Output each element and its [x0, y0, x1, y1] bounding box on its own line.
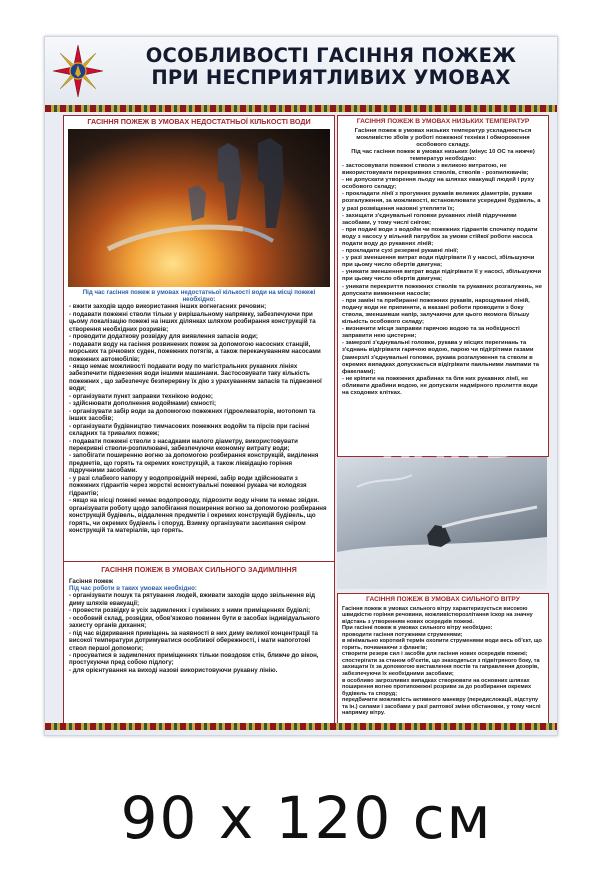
panel-insufficient-water-title: ГАСІННЯ ПОЖЕЖ В УМОВАХ НЕДОСТАТНЬОЇ КІЛЬКОСТІ ВОДИ [87, 117, 311, 126]
list-item: - подавати пожежні стволи з насадками малого діаметру, використовувати перекривні стволи-розпилювачі, забезпечуючи економну витрату води; [69, 437, 298, 453]
list-item: - для орієнтування на виході назові використовуючи рукавну лінію. [69, 666, 278, 674]
list-item: проводити гасіння потужними струменями; [342, 631, 463, 638]
panel-heavy-smoke-sub2: Під час роботи в таких умовах необхідно: [69, 584, 197, 592]
panel-strong-wind-intro: Гасіння пожеж в умовах сильного вітру характеризується високою швидкістю горіння речовини, можливістюрозлітання іскор на значну відстань з утворенням нових осередків пожежі. [342, 605, 533, 625]
list-item: - уникати перекриття пожежних стволів та рукавних розгалужень, не допускати вимкнення насосів; [342, 283, 542, 297]
list-item: - провести розвідку в усіх задимлених і суміжних з ними приміщеннях будівлі; [69, 607, 311, 615]
list-item: - при подачі води з водойм чи пожежних гідрантів спочатку подати воду з насосу у вільний патрубок за умови стійкої роботи насоса подати воду до рукавних ліній; [342, 226, 538, 247]
panel-heavy-smoke-body [64, 576, 334, 675]
firefighter-in-snow-icon [337, 457, 547, 589]
poster [44, 36, 558, 736]
list-item: - прокладати сухі резервні рукавні лінії; [342, 248, 459, 255]
list-item: - уникати зменшення витрат води підігрівати її у насосі, збільшуючи при цьому число обертів двигуна; [342, 269, 542, 283]
list-item: в мінімально короткий термін охопити струменями води весь об'єкт, що горить, почианаючи з флангів; [342, 638, 542, 651]
list-item: - подавати воду на гасіння розвинених пожеж за допомогою насосних станцій, морських та річкових суден, пожежних потягів, а також перекачуванням насосами пожежних автомобілів; [69, 340, 321, 363]
list-item: - у разі слабкого напору у водопровідній мережі, забір води здійснювати з пожежних гідрантів через жорсткі всмоктувальні пожежні рукава чи колодязя гідрантів; [69, 474, 307, 497]
poster-size-label: 90 х 120 см [120, 784, 493, 852]
list-item: - визначити місця заправки гарячою водою та за нобхідності заправити нею цистерни; [342, 326, 520, 340]
list-item: створити резерв сил і засобів для гасіння нових осередків пожежі; [342, 651, 528, 658]
list-item: спостерігати за станом об'єктів, що знаходяться з підвітряного боку, та захищати їх за допомогою виставлення постів та гаправлення дозорів, забезпечуючи їх необхідними засобами; [342, 657, 540, 677]
ornament-top [45, 105, 557, 112]
panel-low-temperature-title: ГАСІННЯ ПОЖЕЖ В УМОВАХ НИЗЬКИХ ТЕМПЕРАТУР [356, 118, 530, 125]
panel-insufficient-water [63, 115, 335, 595]
poster-title-line1: ОСОБЛИВОСТІ ГАСІННЯ ПОЖЕЖ [145, 44, 517, 67]
list-item: - організувати пошук та рятування людей, вживати заходів щодо звільнення від диму шляхів евакуації; [69, 592, 316, 607]
panel-insufficient-water-body [64, 289, 334, 535]
panel-strong-wind [337, 593, 549, 729]
panel-low-temperature-intro: Гасіння пожеж в умовах низьких температур ускладнюється можливістю збоїв у роботі пожежної техніки і обмороження особового складу. [354, 127, 532, 148]
poster-title [109, 45, 553, 89]
list-item: - застосовувати пожежні стволи з великою витратою, не використовувати перекривних стволів, стволів - розпилювачів; [342, 162, 529, 177]
panel-heavy-smoke-title: ГАСІННЯ ПОЖЕЖ В УМОВАХ СИЛЬНОГО ЗАДИМЛІННЯ [101, 565, 297, 574]
panel-strong-wind-intro2: При гасінні пожеж в умовах сильного вітру необхідно: [342, 625, 493, 632]
list-item: - не кріпити на пожежних драбинах та бля них рукавних лінії, не обливати драбини водою, не допускати надмірного пролиття води на сходових клітках. [342, 375, 538, 396]
list-item: передбачити можливість активного маневру (передислокації, відступу та ін.) силами і засобами у разі раптової зміни обстановки, у тому числі напрямку вітру. [342, 697, 541, 717]
poster-header [45, 37, 557, 105]
list-item: - прокладати лінії з прогумних рукавів великих діаметрів, рукави розгалуження, за можливості, встановлювати усередині будівель, а у разі розміщення назовні утепляти їх; [342, 191, 541, 212]
panel-strong-wind-title: ГАСІННЯ ПОЖЕЖ В УМОВАХ СИЛЬНОГО ВІТРУ [366, 596, 520, 603]
list-item: - під час відкривання приміщень за наявності в них диму великої концентрації та високої температури дотримуватися особливої обережності, і мати напоготові ствол першої допомоги; [69, 629, 318, 652]
firefighters-fire-photo [68, 129, 330, 287]
list-item: - особовий склад, розвідки, обов'язково повинен бути в засобах індивідуального захисту органів дихання; [69, 614, 320, 630]
list-item: - захищати з'єднувальні головки рукавних ліній підручними засобами, у тому числі снігом; [342, 212, 517, 226]
panel-heavy-smoke-sub1: Гасіння пожеж [69, 577, 113, 585]
list-item: - запобігати поширенню вогню за допомогою розбирання конструкцій, виділення предметів, що горять та окремих конструкцій, а також ліквідацію горіння підручними засобами. [69, 452, 319, 475]
list-item: - у разі зменшення витрат води підігрівати її у насосі, збільшуючи при цьому число обертів двигуна; [342, 255, 535, 269]
panel-low-temperature-body [338, 128, 548, 398]
list-item: - здійснювати дополнення водоймами) ємності; [69, 400, 217, 408]
panel-insufficient-water-intro: Під час гасіння пожеж в умовах недостатньої кількості води на місці пожежі необхідно: [82, 288, 316, 303]
panel-low-temperature-intro2: Під час гасіння пожеж в умовах низьких (мінус 10 ОС та нижче) температур необхідно: [351, 148, 535, 162]
list-item: - проводити додаткову розвідку для виявлення запасів води; [69, 333, 258, 341]
winter-firefighting-photo [337, 457, 547, 589]
poster-title-line2: ПРИ НЕСПРИЯТЛИВИХ УМОВАХ [151, 66, 511, 89]
list-item: - вжити заходів щодо використання інших вогнегасних речовин; [69, 303, 267, 311]
panel-heavy-smoke [63, 561, 335, 729]
watermark: RAND [380, 422, 521, 468]
list-item: - при заміні та прибиранні пожежних рукавів, нарощуванні ліній, подачу води не припиняти, а вказані роботи проводити з боку ствола, зменшивши напір, залучаючи для цього якомога більшу кількість особового складу; [342, 297, 530, 326]
list-item: - організувати пункт заправки технікою водою; [69, 392, 213, 400]
firefighters-silhouette-icon [68, 129, 330, 287]
list-item: - замерзлі з'єднувальні головки, рукава у місцях перегинань та з'єднань відігрівати гарячою водою, парою чи підігрітими газами (замерзлі з'єднувальні головки, рукава розгалуження та стволи в окремих випадках допускається відігрівати паяльними лампами та факелами); [342, 340, 539, 375]
dsns-emblem-icon [51, 43, 105, 99]
panel-low-temperature [337, 115, 549, 457]
list-item: - якщо немає можливості подавати воду по магістральних рукавних лініях забезпечити підвезення води іншими машинами. Застосовувати таку кількість пожежних , що забезпечує безперервну їх дію з урахуванням запасів та підвезеної води; [69, 363, 322, 393]
list-item: - якщо на місці пожежі немає водопроводу, підвозити воду нічим та немає звідки. організувати роботу щодо запобігання поширення вогню за допомогою розбирання конструкцій будівель, віддалення предметів і окремих конструкцій будівель, що горять, чи окремих будівель і споруд. Взимку організувати засипання сніром конструкцій та матеріалів, що горять. [69, 497, 327, 534]
list-item: в особливо загрозливих випадках створювати на основних шляхах поширення вогню протипожежні розриви за до розбирання окремих будівель та споруд; [342, 677, 532, 697]
ornament-bottom [45, 723, 557, 730]
list-item: - організувати забір води за допомогою пожежних гідроелеваторів, мотопомп та інших засобів; [69, 407, 316, 423]
list-item: - організувати будівництво тимчасових пожежних водойм та пірсів при гасінні складних та тривалих пожеж; [69, 422, 310, 438]
list-item: - подавати пожежні стволи тільки у вирішальному напрямку, забезпечуючи при цьому локалізацію пожежі на інших ділянках шляхом розбирання конструкцій та створення необхідних розривів; [69, 310, 316, 333]
list-item: - просуватися в задимлених приміщеннях тільки повздовж стін, ближче до вікон, простукуючи пред собою підлогу; [69, 652, 319, 667]
list-item: - не допускати утворення льоду на шляхах евакуації людей і руху особового складу; [342, 177, 535, 191]
panel-strong-wind-body [338, 606, 548, 717]
